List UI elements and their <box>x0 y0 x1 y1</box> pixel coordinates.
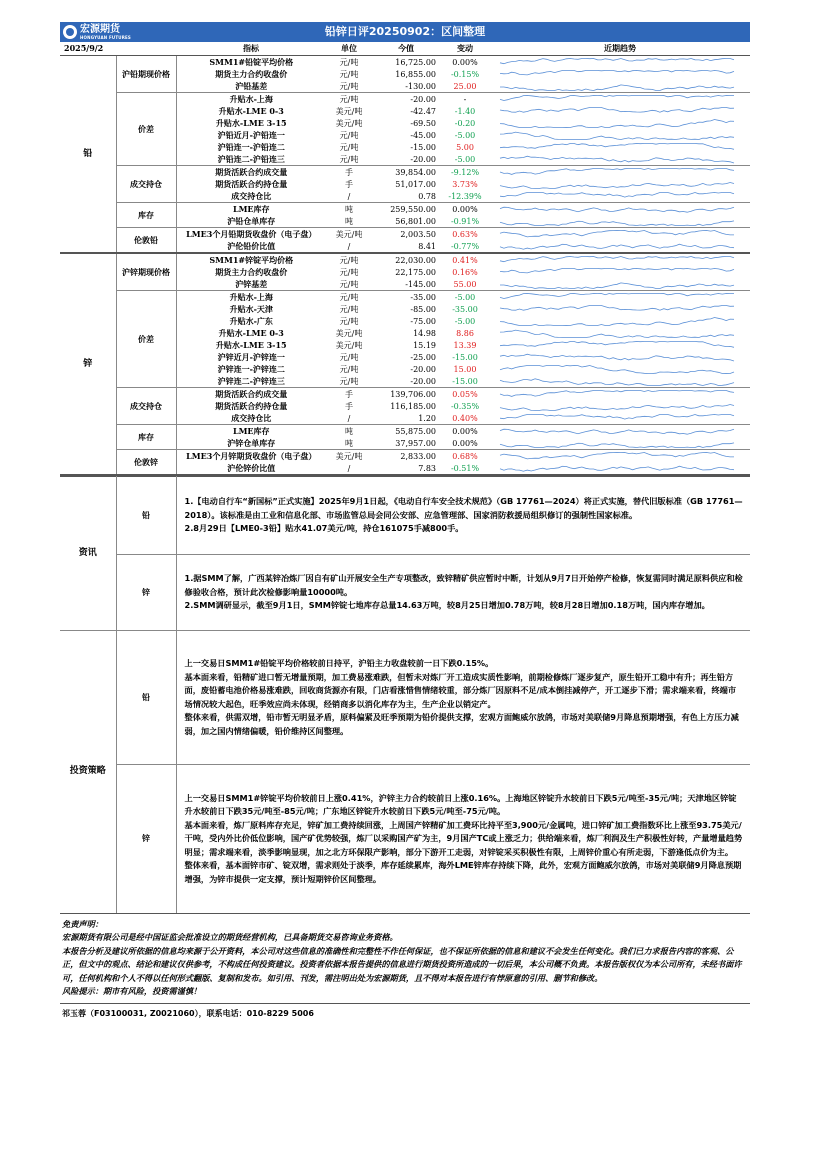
trend-sparkline <box>490 253 750 266</box>
change-cell: 13.39 <box>453 340 477 350</box>
unit-cell: 元/吨 <box>339 94 359 104</box>
indicator-cell: 升贴水-LME 0-3 <box>218 327 284 338</box>
unit-cell: 手 <box>345 389 353 399</box>
unit-cell: 元/吨 <box>339 292 359 302</box>
news-zinc-para-2: 2.SMM调研显示，截至9月1日，SMM锌锭七地库存总量14.63万吨，较8月25日增加0.78万吨，较8月28日增加0.18万吨，国内库存增加。 <box>184 600 710 611</box>
value-cell: -85.00 <box>410 304 436 314</box>
news-lead-label: 铅 <box>116 477 176 555</box>
change-cell: 0.68% <box>452 451 478 461</box>
indicator-cell: 沪伦铅价比值 <box>176 240 326 253</box>
change-cell: -1.40 <box>454 106 476 116</box>
group-label: 库存 <box>116 203 176 228</box>
unit-cell: 手 <box>345 401 353 411</box>
sparkline-icon <box>490 364 740 375</box>
change-cell: 0.16% <box>452 267 478 277</box>
trend-sparkline <box>490 450 750 463</box>
strategy-zinc-para-1: 上一交易日SMM1#锌锭平均价较前日上涨0.41%，沪锌主力合约较前日上涨0.16%。上海地区锌锭升水较前日下跌5元/吨至-35元/吨；天津地区锌锭升水较前日下跌35元/吨至-85元/吨；广东地区锌锭升水较前日下跌5元/吨至-75元/吨。 <box>184 792 737 816</box>
table-header <box>60 42 750 56</box>
value-cell: 15.19 <box>413 340 436 350</box>
value-cell: 116,185.00 <box>390 401 436 411</box>
header-change: 变动 <box>440 42 490 56</box>
sparkline-icon <box>490 69 740 80</box>
indicator-cell: 沪铅连二-沪铅连三 <box>176 153 326 166</box>
sparkline-icon <box>490 154 740 165</box>
change-cell: 0.41% <box>452 255 478 265</box>
value-cell: -20.00 <box>372 375 440 388</box>
trend-sparkline <box>490 240 750 253</box>
trend-sparkline <box>490 303 750 315</box>
disclaimer-line-2: 本报告分析及建议所依据的信息均来源于公开资料，本公司对这些信息的准确性和完整性不作任何保证，也不保证所依据的信息和建议不会发生任何变化。我们已力求报告内容的客观、公正，但文中的观点、结论和建议仅供参考，不构成任何投资建议。投资者依据本报告提供的信息进行期货投资所造成的一切后果，本公司概不负责。本报告版权仅为本公司所有，未经书面许可，任何机构和个人不得以任何形式翻版、复制和发布。如引用、刊发，需注明出处为宏源期货，且不得对本报告进行有悖原意的引用、删节和修改。 <box>62 945 742 983</box>
change-cell: -0.20 <box>454 118 476 128</box>
indicator-cell: 沪伦锌价比值 <box>176 462 326 475</box>
value-cell: 8.41 <box>372 240 440 253</box>
disclaimer-line-3: 风险提示：期市有风险，投资需谨慎！ <box>62 986 202 996</box>
unit-cell: 手 <box>345 167 353 177</box>
report-date: 2025/9/2 <box>60 42 176 56</box>
strategy-lead-para-3: 整体来看，供需双增，铅市暂无明显矛盾，原料偏紧及旺季预期为铅价提供支撑，宏观方面鲍威尔放鸽，市场对美联储9月降息预期增强，有色上方压力减弱，加之国内情绪偏暖，铅价维持区间整理。 <box>184 712 739 736</box>
unit-cell: 美元/吨 <box>335 451 363 461</box>
trend-sparkline <box>490 375 750 388</box>
trend-sparkline <box>490 105 750 117</box>
trend-sparkline <box>490 80 750 93</box>
report-page <box>60 22 750 1023</box>
value-cell: -45.00 <box>410 130 436 140</box>
indicator-cell: 成交持仓比 <box>176 190 326 203</box>
strategy-zinc-text <box>176 765 750 913</box>
news-zinc-label: 锌 <box>116 555 176 631</box>
indicator-cell: SMM1#锌锭平均价格 <box>209 254 294 265</box>
group-label: 价差 <box>116 93 176 166</box>
value-cell: 1.20 <box>372 412 440 425</box>
value-cell: -20.00 <box>410 364 436 374</box>
news-zinc-text <box>176 555 750 631</box>
value-cell: 14.98 <box>413 328 436 338</box>
change-cell: 0.05% <box>452 389 478 399</box>
value-cell: 39,854.00 <box>395 167 436 177</box>
group-label: 伦敦锌 <box>116 450 176 476</box>
header-unit: 单位 <box>326 42 372 56</box>
trend-sparkline <box>490 141 750 153</box>
value-cell: 16,725.00 <box>395 57 436 67</box>
indicator-cell: SMM1#铅锭平均价格 <box>209 56 294 67</box>
trend-sparkline <box>490 278 750 291</box>
trend-sparkline <box>490 327 750 339</box>
indicator-cell: 沪锌基差 <box>176 278 326 291</box>
sparkline-icon <box>490 106 740 117</box>
trend-sparkline <box>490 166 750 179</box>
indicator-cell: 升贴水-上海 <box>229 291 273 302</box>
sparkline-icon <box>490 241 740 252</box>
table-row <box>60 425 750 438</box>
indicator-cell: LME3个月锌期货收盘价（电子盘） <box>186 450 317 461</box>
table-row <box>60 166 750 179</box>
unit-cell: 元/吨 <box>339 130 359 140</box>
company-logo <box>63 24 131 40</box>
indicator-cell: 升贴水-广东 <box>229 315 273 326</box>
trend-sparkline <box>490 178 750 190</box>
header-trend: 近期趋势 <box>490 42 750 56</box>
unit-cell: 元/吨 <box>339 255 359 265</box>
change-cell: -15.00 <box>440 375 490 388</box>
value-cell: -35.00 <box>410 292 436 302</box>
sparkline-icon <box>490 376 740 387</box>
indicator-cell: 沪锌连二-沪锌连三 <box>176 375 326 388</box>
unit-cell: 元/吨 <box>339 352 359 362</box>
strategy-lead-text <box>176 631 750 765</box>
change-cell: 0.40% <box>440 412 490 425</box>
news-section <box>60 476 750 913</box>
change-cell: 0.00% <box>452 426 478 436</box>
unit-cell: / <box>326 412 372 425</box>
table-row <box>60 450 750 463</box>
sparkline-icon <box>490 328 740 339</box>
value-cell: -145.00 <box>372 278 440 291</box>
table-row <box>60 203 750 216</box>
unit-cell: 元/吨 <box>339 267 359 277</box>
change-cell: -0.77% <box>440 240 490 253</box>
trend-sparkline <box>490 153 750 166</box>
indicator-cell: 期货活跃合约持仓量 <box>215 400 288 411</box>
author-contact: 祁玉蓉（F03100031, Z0021060），联系电话：010-8229 5006 <box>62 1008 314 1018</box>
trend-sparkline <box>490 68 750 80</box>
sparkline-icon <box>490 142 740 153</box>
unit-cell: 元/吨 <box>326 153 372 166</box>
sparkline-icon <box>490 204 740 215</box>
indicator-cell: 沪铅连一-沪铅连二 <box>217 141 285 152</box>
unit-cell: 美元/吨 <box>335 340 363 350</box>
zinc-section <box>60 253 750 475</box>
lead-category: 铅 <box>60 56 116 254</box>
strategy-lead-label: 铅 <box>116 631 176 765</box>
logo-en: HONGYUAN FUTURES <box>80 34 131 40</box>
unit-cell: 元/吨 <box>326 278 372 291</box>
value-cell: 37,957.00 <box>372 437 440 450</box>
group-label: 成交持仓 <box>116 388 176 425</box>
unit-cell: / <box>326 240 372 253</box>
sparkline-icon <box>490 255 740 266</box>
trend-sparkline <box>490 215 750 228</box>
change-cell: -5.00 <box>454 292 476 302</box>
logo-cn: 宏源期货 <box>80 23 120 35</box>
unit-cell: 元/吨 <box>339 304 359 314</box>
change-cell: 25.00 <box>440 80 490 93</box>
unit-cell: 吨 <box>326 437 372 450</box>
trend-sparkline <box>490 93 750 106</box>
trend-sparkline <box>490 190 750 203</box>
trend-sparkline <box>490 339 750 351</box>
report-title-bar <box>60 22 750 42</box>
strategy-zinc-para-3: 整体来看，基本面锌市矿、锭双增，需求则处于淡季，库存延续累库，海外LME锌库存持续下降，此外，宏观方面鲍威尔放鸽，市场对美联储9月降息预期增强，为锌市提供一定支撑，预计短期锌价区间整理。 <box>184 860 742 884</box>
value-cell: 22,175.00 <box>395 267 436 277</box>
group-label: 沪铅期现价格 <box>116 56 176 93</box>
value-cell: -75.00 <box>410 316 436 326</box>
trend-sparkline <box>490 315 750 327</box>
change-cell: 0.63% <box>452 229 478 239</box>
news-zinc-para-1: 1.据SMM了解，广西某锌冶炼厂因自有矿山开展安全生产专项整改，致锌精矿供应暂时中断，计划从9月7日开始停产检修，恢复需同时满足原料供应和检修验收合格，预计此次检修影响量10000吨。 <box>184 573 743 597</box>
change-cell: -9.12% <box>450 167 480 177</box>
value-cell: -15.00 <box>410 142 436 152</box>
strategy-lead-para-1: 上一交易日SMM1#铅锭平均价格较前日持平，沪铅主力收盘较前一日下跌0.15%。 <box>184 658 494 668</box>
table-row <box>60 228 750 241</box>
unit-cell: 元/吨 <box>326 375 372 388</box>
change-cell: 3.73% <box>452 179 478 189</box>
news-lead-para-1: 1.【电动自行车“新国标”正式实施】2025年9月1日起，《电动自行车安全技术规范》（GB 17761—2024）将正式实施，替代旧版标准（GB 17761—2018）。该标准是由工业和信息化部、市场监管总局会同公安部、应急管理部、国家消防救援局组织修订的强制性国家标准。 <box>184 496 743 520</box>
change-cell: -0.91% <box>440 215 490 228</box>
value-cell: 56,801.00 <box>372 215 440 228</box>
change-cell: -0.51% <box>440 462 490 475</box>
change-cell: -12.39% <box>440 190 490 203</box>
change-cell: -5.00 <box>454 316 476 326</box>
trend-sparkline <box>490 203 750 216</box>
table-row <box>60 388 750 401</box>
sparkline-icon <box>490 130 740 141</box>
unit-cell: 手 <box>345 179 353 189</box>
indicator-cell: LME库存 <box>232 425 270 436</box>
indicator-cell: 期货活跃合约成交量 <box>215 388 288 399</box>
value-cell: 2,833.00 <box>400 451 436 461</box>
group-label: 沪锌期现价格 <box>116 253 176 291</box>
logo-icon <box>63 25 77 39</box>
indicator-cell: 升贴水-上海 <box>229 93 273 104</box>
trend-sparkline <box>490 363 750 375</box>
trend-sparkline <box>490 56 750 69</box>
sparkline-icon <box>490 267 740 278</box>
table-row <box>60 291 750 304</box>
sparkline-icon <box>490 94 740 105</box>
sparkline-icon <box>490 279 740 290</box>
value-cell: 7.83 <box>372 462 440 475</box>
sparkline-icon <box>490 229 740 240</box>
strategy-label: 投资策略 <box>60 631 116 913</box>
unit-cell: / <box>326 190 372 203</box>
unit-cell: 美元/吨 <box>335 106 363 116</box>
change-cell: -35.00 <box>452 304 478 314</box>
group-label: 库存 <box>116 425 176 450</box>
trend-sparkline <box>490 388 750 401</box>
change-cell: -5.00 <box>454 130 476 140</box>
header-indicator: 指标 <box>176 42 326 56</box>
change-cell: 5.00 <box>456 142 474 152</box>
sparkline-icon <box>490 191 740 202</box>
sparkline-icon <box>490 389 740 400</box>
value-cell: -20.00 <box>372 153 440 166</box>
report-title: 铅锌日评20250902：区间整理 <box>324 25 486 38</box>
indicator-cell: 期货主力合约收盘价 <box>215 68 288 79</box>
trend-sparkline <box>490 412 750 425</box>
sparkline-icon <box>490 167 740 178</box>
trend-sparkline <box>490 291 750 304</box>
trend-sparkline <box>490 425 750 438</box>
unit-cell: 吨 <box>326 215 372 228</box>
value-cell: 139,706.00 <box>390 389 436 399</box>
unit-cell: 美元/吨 <box>335 118 363 128</box>
disclaimer-heading: 免责声明： <box>62 918 103 929</box>
unit-cell: / <box>326 462 372 475</box>
sparkline-icon <box>490 304 740 315</box>
sparkline-icon <box>490 340 740 351</box>
change-cell: -5.00 <box>440 153 490 166</box>
value-cell: -25.00 <box>410 352 436 362</box>
indicator-cell: 升贴水-LME 3-15 <box>215 339 287 350</box>
sparkline-icon <box>490 426 740 437</box>
trend-sparkline <box>490 437 750 450</box>
trend-sparkline <box>490 400 750 412</box>
unit-cell: 吨 <box>345 426 353 436</box>
indicator-cell: 升贴水-LME 0-3 <box>218 105 284 116</box>
strategy-lead-para-2: 基本面来看，铅精矿进口暂无增量预期，加工费易涨难跌，但暂未对炼厂开工造成实质性影响，前期检修炼厂逐步复产，原生铅开工稳中有升；再生铅方面，废铅蓄电池价格易涨难跌，回收商货源亦有限，门店看涨惜售情绪较重，部分炼厂因原料不足/成本倒挂减停产，开工逐步下滑；需求端来看，终端市场情况较大起色，旺季效应尚未体现，经销商多以消化库存为主，生产企业以销定产。 <box>184 671 737 709</box>
disclaimer <box>60 913 750 1004</box>
indicator-cell: 期货活跃合约持仓量 <box>215 178 288 189</box>
value-cell: 2,003.50 <box>400 229 436 239</box>
table-row <box>60 93 750 106</box>
table-row <box>60 253 750 266</box>
change-cell: - <box>463 94 467 104</box>
group-label: 成交持仓 <box>116 166 176 203</box>
sparkline-icon <box>490 292 740 303</box>
change-cell: 8.86 <box>456 328 474 338</box>
unit-cell: 美元/吨 <box>335 229 363 239</box>
data-table <box>60 42 750 476</box>
unit-cell: 吨 <box>345 204 353 214</box>
value-cell: 259,550.00 <box>390 204 436 214</box>
unit-cell: 元/吨 <box>339 316 359 326</box>
value-cell: 16,855.00 <box>395 69 436 79</box>
unit-cell: 元/吨 <box>339 57 359 67</box>
indicator-cell: 期货活跃合约成交量 <box>215 166 288 177</box>
value-cell: 51,017.00 <box>395 179 436 189</box>
indicator-cell: 成交持仓比 <box>176 412 326 425</box>
news-lead-text <box>176 477 750 555</box>
indicator-cell: 期货主力合约收盘价 <box>215 266 288 277</box>
change-cell: -0.35% <box>450 401 480 411</box>
change-cell: 15.00 <box>453 364 477 374</box>
news-lead-para-2: 2.8月29日【LME0-3铅】贴水41.07美元/吨，持仓161075手减800手。 <box>184 523 464 534</box>
indicator-cell: 沪铅仓单库存 <box>176 215 326 228</box>
trend-sparkline <box>490 228 750 241</box>
lead-section <box>60 56 750 254</box>
change-cell: 0.00% <box>440 437 490 450</box>
disclaimer-line-1: 宏源期货有限公司是经中国证监会批准设立的期货经营机构，已具备期货交易咨询业务资格。 <box>62 932 398 942</box>
change-cell: 55.00 <box>440 278 490 291</box>
unit-cell: 元/吨 <box>339 364 359 374</box>
header-value: 今值 <box>372 42 440 56</box>
trend-sparkline <box>490 117 750 129</box>
indicator-cell: 沪铅近月-沪铅连一 <box>217 129 285 140</box>
sparkline-icon <box>490 179 740 190</box>
sparkline-icon <box>490 401 740 412</box>
value-cell: -130.00 <box>372 80 440 93</box>
indicator-cell: 升贴水-LME 3-15 <box>215 117 287 128</box>
value-cell: 22,030.00 <box>395 255 436 265</box>
indicator-cell: 升贴水-天津 <box>229 303 273 314</box>
value-cell: 0.78 <box>372 190 440 203</box>
value-cell: -42.47 <box>410 106 436 116</box>
change-cell: -15.00 <box>452 352 478 362</box>
indicator-cell: 沪锌仓单库存 <box>176 437 326 450</box>
trend-sparkline <box>490 351 750 363</box>
sparkline-icon <box>490 438 740 449</box>
change-cell: -0.15% <box>450 69 480 79</box>
value-cell: -20.00 <box>410 94 436 104</box>
indicator-cell: 沪锌连一-沪锌连二 <box>217 363 285 374</box>
indicator-cell: LME库存 <box>232 203 270 214</box>
indicator-cell: 沪铅基差 <box>176 80 326 93</box>
indicator-cell: LME3个月铅期货收盘价（电子盘） <box>186 228 317 239</box>
sparkline-icon <box>490 118 740 129</box>
sparkline-icon <box>490 463 740 474</box>
sparkline-icon <box>490 413 740 424</box>
unit-cell: 元/吨 <box>339 69 359 79</box>
sparkline-icon <box>490 81 740 92</box>
value-cell: -69.50 <box>410 118 436 128</box>
change-cell: 0.00% <box>452 57 478 67</box>
trend-sparkline <box>490 266 750 278</box>
unit-cell: 元/吨 <box>326 80 372 93</box>
trend-sparkline <box>490 129 750 141</box>
sparkline-icon <box>490 57 740 68</box>
unit-cell: 美元/吨 <box>335 328 363 338</box>
sparkline-icon <box>490 316 740 327</box>
value-cell: 55,875.00 <box>395 426 436 436</box>
sparkline-icon <box>490 216 740 227</box>
sparkline-icon <box>490 352 740 363</box>
indicator-cell: 沪锌近月-沪锌连一 <box>217 351 285 362</box>
group-label: 价差 <box>116 291 176 388</box>
group-label: 伦敦铅 <box>116 228 176 254</box>
table-row <box>60 56 750 69</box>
strategy-zinc-label: 锌 <box>116 765 176 913</box>
trend-sparkline <box>490 462 750 475</box>
change-cell: 0.00% <box>452 204 478 214</box>
sparkline-icon <box>490 451 740 462</box>
zinc-category: 锌 <box>60 253 116 475</box>
unit-cell: 元/吨 <box>339 142 359 152</box>
strategy-zinc-para-2: 基本面来看，炼厂原料库存充足，锌矿加工费持续回涨，上周国产锌精矿加工费环比持平至3,900元/金属吨，进口锌矿加工费指数环比上涨至93.75美元/干吨，受内外比价低位影响，国产矿优势较强，炼厂以采购国产矿为主，9月国产TC或上涨乏力；供给端来看，炼厂利润及生产积极性好转，产量增量趋势明显；需求端来看，淡季影响显现，加之北方环保限产影响，部分下游开工走弱，对锌锭采买积极性有限，上周锌价重心有所走弱，下游逢低点价为主。 <box>184 819 743 857</box>
news-label: 资讯 <box>60 477 116 631</box>
